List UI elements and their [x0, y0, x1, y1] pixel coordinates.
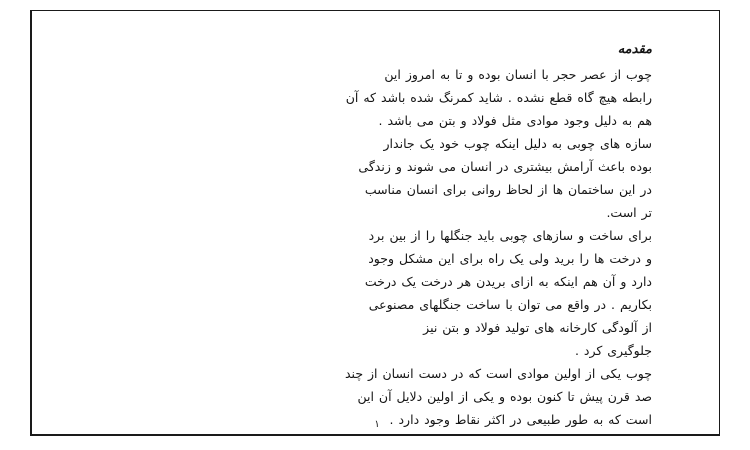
- page-number: ۱: [374, 419, 380, 430]
- text-line-7: تر است.: [606, 205, 652, 220]
- text-line-13: جلوگیری کرد .: [574, 343, 652, 358]
- text-line-4: سازه های چوبی به دلیل اینکه چوب خود یک جاندار: [383, 136, 652, 151]
- text-line-8: برای ساخت و سازهای چوبی باید جنگلها را از بین برد: [368, 228, 652, 243]
- text-line-16: است که به طور طبیعی در اکثر نقاط وجود دارد .: [389, 412, 652, 427]
- text-line-2: رابطه هیچ گاه قطع نشده . شاید کمرنگ شده باشد که آن: [345, 90, 652, 105]
- text-line-1: چوب از عصر حجر با انسان بوده و تا به امروز این: [384, 67, 652, 82]
- text-line-11: بکاریم . در واقع می توان با ساخت جنگلهای مصنوعی: [368, 297, 652, 312]
- text-line-3: هم به دلیل وجود موادی مثل فولاد و بتن می باشد .: [378, 113, 652, 128]
- document-page: [30, 10, 720, 436]
- text-line-6: در این ساختمان ها از لحاظ روانی برای انسان مناسب: [364, 182, 652, 197]
- text-line-5: بوده باعث آرامش بیشتری در انسان می شوند و زندگی: [358, 159, 652, 174]
- text-line-12: از آلودگی کارخانه های تولید فولاد و بتن نیز: [423, 320, 652, 335]
- page-heading: مقدمه: [617, 42, 652, 57]
- text-line-15: صد قرن پیش تا کنون بوده و یکی از اولین دلایل آن این: [357, 389, 652, 404]
- text-line-14: چوب یکی از اولین موادی است که در دست انسان از چند: [344, 366, 652, 381]
- document-body: [127, 41, 652, 431]
- text-line-10: دارد و آن هم اینکه به ازای بریدن هر درخت یک درخت: [364, 274, 652, 289]
- text-line-9: و درخت ها را برید ولی یک راه برای این مشکل وجود: [368, 251, 652, 266]
